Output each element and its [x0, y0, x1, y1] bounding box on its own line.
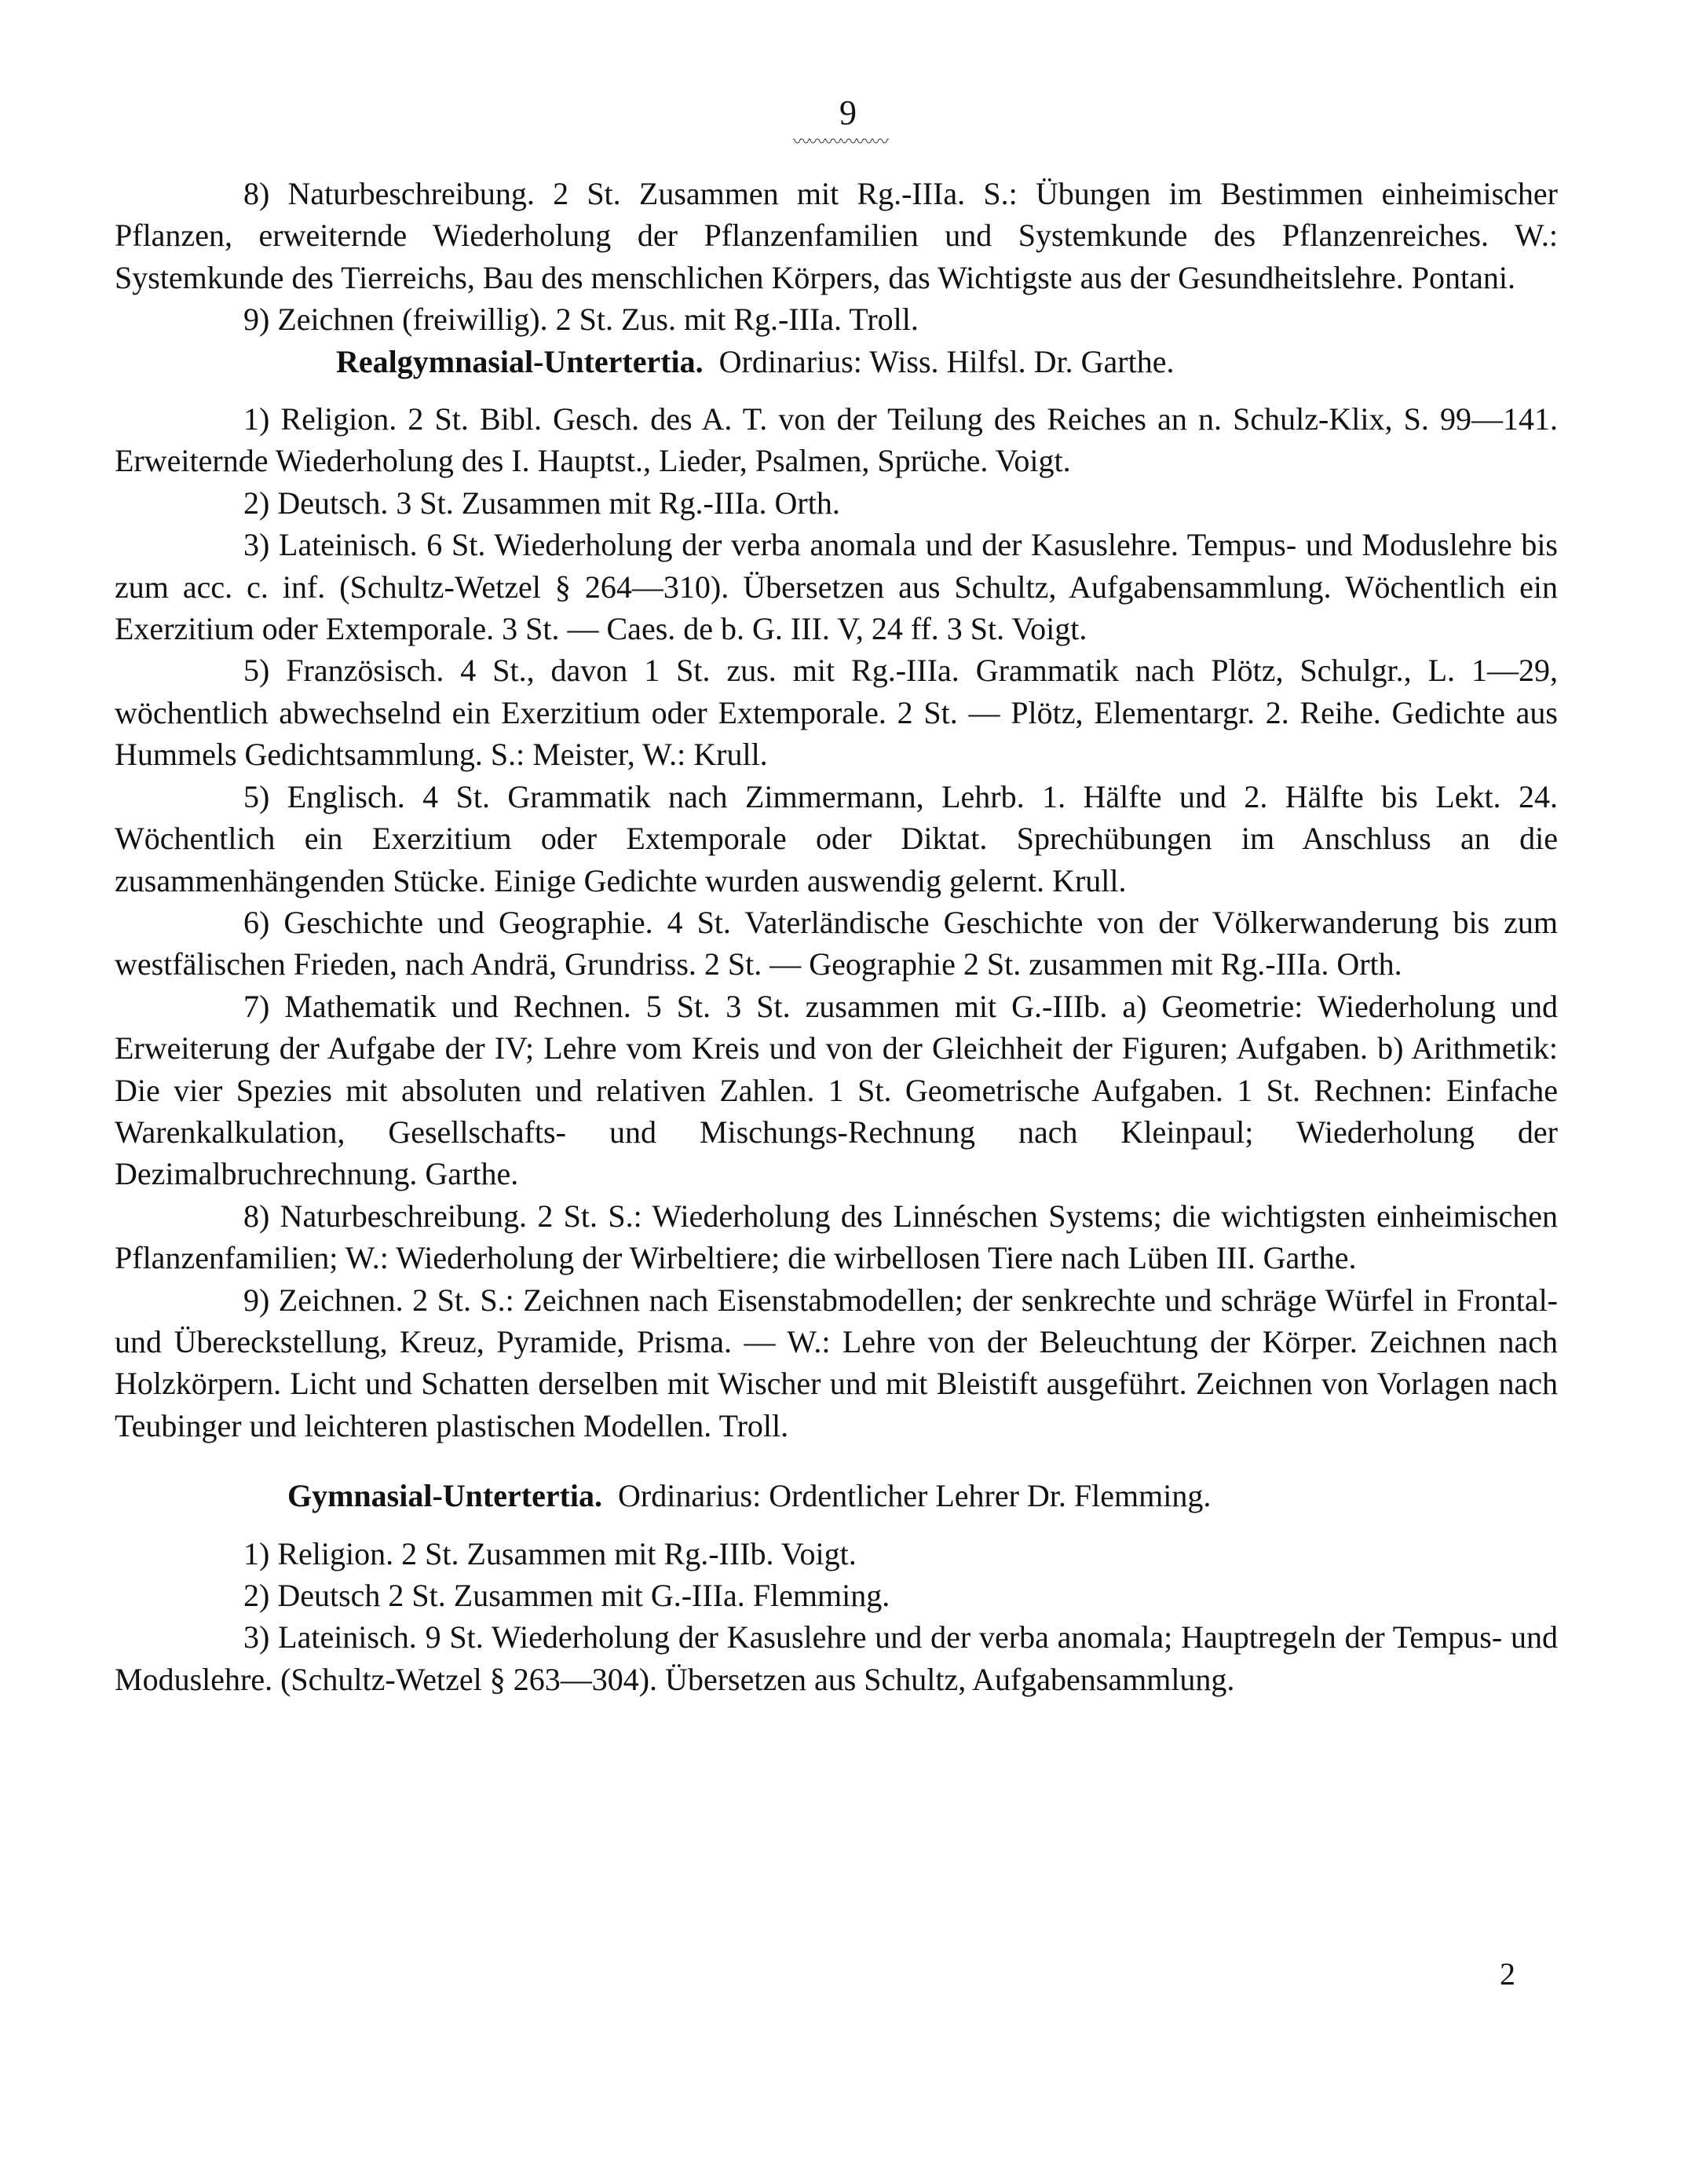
section-heading-title: Realgymnasial-Untertertia.: [336, 343, 704, 379]
paragraph-naturbeschreibung-rg: 8) Naturbeschreibung. 2 St. Zusammen mit Rg.-IIIa. S.: Übungen im Bestimmen einheimischer Pflanzen, erweiternde Wiederholung der Pflanzenfamilien und Systemkunde des Pflanzenreiches. W.: Systemkunde des Tierreichs, Bau des menschlichen Körpers, das Wichtigste aus der Gesundheitslehre. Pontani.: [115, 176, 1558, 295]
paragraph-lateinisch: 3) Lateinisch. 6 St. Wiederholung der verba anomala und der Kasuslehre. Tempus- und Moduslehre bis zum acc. c. inf. (Schultz-Wetzel § 264—310). Übersetzen aus Schultz, Aufgabensammlung. Wöchentlich ein Exerzitium oder Extemporale. 3 St. — Caes. de b. G. III. V, 24 ff. 3 St. Voigt.: [115, 527, 1558, 647]
paragraph-deutsch-gym: 2) Deutsch 2 St. Zusammen mit G.-IIIa. Flemming.: [243, 1578, 890, 1613]
section-heading-ordinarius: Ordinarius: Wiss. Hilfsl. Dr. Garthe.: [718, 343, 1175, 379]
paragraph-religion: 1) Religion. 2 St. Bibl. Gesch. des A. T. von der Teilung des Reiches an n. Schulz-Klix, S. 99—141. Erweiternde Wiederholung des I. Hauptst., Lieder, Psalmen, Sprüche. Voigt.: [115, 401, 1558, 479]
section-heading-ordinarius: Ordinarius: Ordentlicher Lehrer Dr. Flemming.: [618, 1478, 1212, 1514]
page-number-ornament: 〰〰〰〰〰〰: [792, 132, 887, 152]
paragraph-religion-gym: 1) Religion. 2 St. Zusammen mit Rg.-IIIb. Voigt.: [243, 1535, 857, 1571]
paragraph-mathematik-rechnen: 7) Mathematik und Rechnen. 5 St. 3 St. zusammen mit G.-IIIb. a) Geometrie: Wiederholung und Erweiterung der Aufgabe der IV; Lehre vom Kreis und von der Gleichheit der Figuren; Aufgaben. b) Arithmetik: Die vier Spezies mit absoluten und relativen Zahlen. 1 St. Geometrische Aufgaben. 1 St. Rechnen: Einfache Warenkalkulation, Gesellschafts- und Mischungs-Rechnung nach Kleinpaul; Wiederholung der Dezimalbruchrechnung. Garthe.: [115, 988, 1558, 1192]
paragraph-geschichte-geographie: 6) Geschichte und Geographie. 4 St. Vaterländische Geschichte von der Völkerwanderung bis zum westfälischen Frieden, nach Andrä, Grundriss. 2 St. — Geographie 2 St. zusammen mit Rg.-IIIa. Orth.: [115, 904, 1558, 982]
paragraph-deutsch: 2) Deutsch. 3 St. Zusammen mit Rg.-IIIa. Orth.: [243, 485, 840, 521]
section-heading-title: Gymnasial-Untertertia.: [287, 1478, 603, 1514]
page-number: 9: [839, 93, 857, 132]
paragraph-lateinisch-gym: 3) Lateinisch. 9 St. Wiederholung der Kasuslehre und der verba anomala; Hauptregeln der Tempus- und Moduslehre. (Schultz-Wetzel § 263—304). Übersetzen aus Schultz, Aufgabensammlung.: [115, 1619, 1558, 1697]
paragraph-englisch: 5) Englisch. 4 St. Grammatik nach Zimmermann, Lehrb. 1. Hälfte und 2. Hälfte bis Lekt. 24. Wöchentlich ein Exerzitium oder Extemporale oder Diktat. Sprechübungen im Anschluss an die zusammenhängenden Stücke. Einige Gedichte wurden auswendig gelernt. Krull.: [115, 778, 1558, 898]
spacer: [115, 1517, 1558, 1533]
signature-mark: 2: [1500, 1956, 1515, 1992]
paragraph-zeichnen-freiwillig: 9) Zeichnen (freiwillig). 2 St. Zus. mit Rg.-IIIa. Troll.: [243, 302, 919, 338]
section-heading-realgymnasial-untertertia: [115, 341, 1558, 382]
paragraph-naturbeschreibung: 8) Naturbeschreibung. 2 St. S.: Wiederholung des Linnéschen Systems; die wichtigsten einheimischen Pflanzenfamilien; W.: Wiederholung der Wirbeltiere; die wirbellosen Tiere nach Lüben III. Garthe.: [115, 1198, 1558, 1276]
section-heading-gymnasial-untertertia: [115, 1475, 1558, 1516]
paragraph-zeichnen: 9) Zeichnen. 2 St. S.: Zeichnen nach Eisenstabmodellen; der senkrechte und schräge Würfel in Frontal- und Übereckstellung, Kreuz, Pyramide, Prisma. — W.: Lehre von der Beleuchtung der Körper. Zeichnen nach Holzkörpern. Licht und Schatten derselben mit Wischer und mit Bleistift ausgeführt. Zeichnen von Vorlagen nach Teubinger und leichteren plastischen Modellen. Troll.: [115, 1282, 1558, 1443]
spacer: [115, 382, 1558, 398]
paragraph-franzoesisch: 5) Französisch. 4 St., davon 1 St. zus. mit Rg.-IIIa. Grammatik nach Plötz, Schulgr., L. 1—29, wöchentlich abwechselnd ein Exerzitium oder Extemporale. 2 St. — Plötz, Elementargr. 2. Reihe. Gedichte aus Hummels Gedichtsammlung. S.: Meister, W.: Krull.: [115, 653, 1558, 773]
body-text: [115, 173, 1558, 1700]
